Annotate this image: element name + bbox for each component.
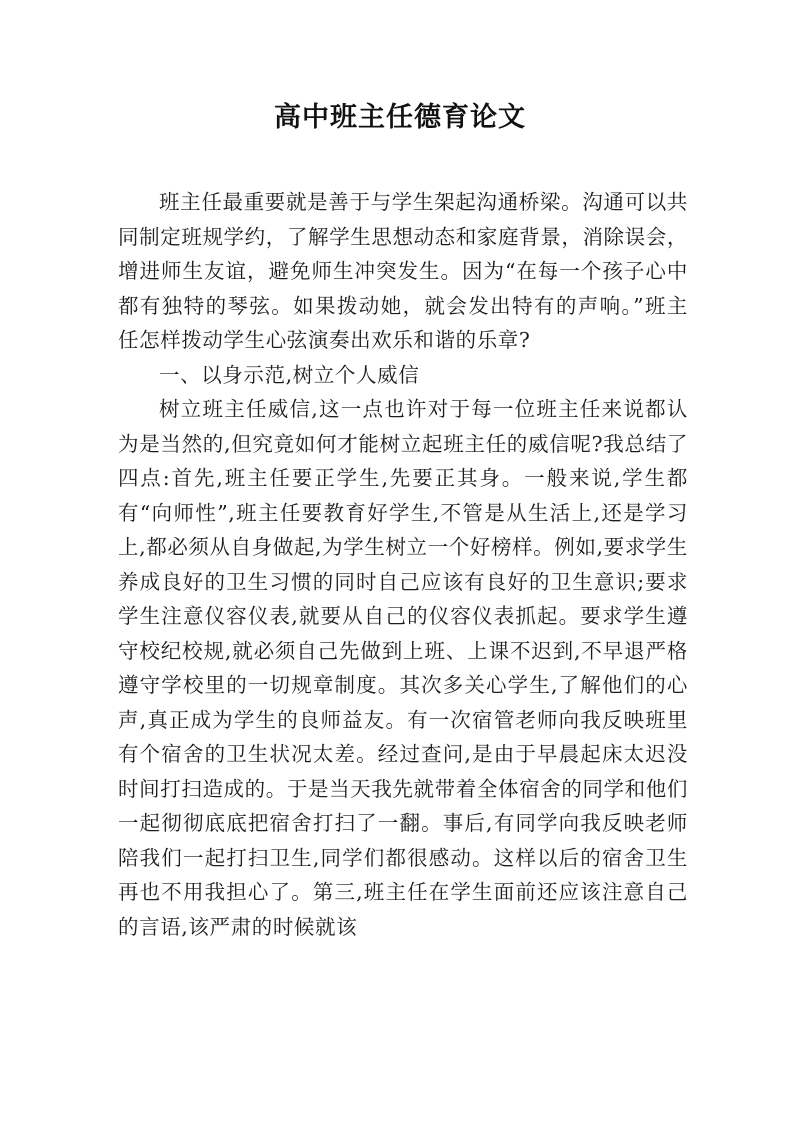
document-body	[118, 185, 688, 944]
body-paragraph: 树立班主任威信,这一点也许对于每一位班主任来说都认为是当然的,但究竟如何才能树立起班主任的威信呢?我总结了四点:首先,班主任要正学生,先要正其身。一般来说,学生都有“向师性”,班主任要教育好学生,不管是从生活上,还是学习上,都必须从自身做起,为学生树立一个好榜样。例如,要求学生养成良好的卫生习惯的同时自己应该有良好的卫生意识;要求学生注意仪容仪表,就要从自己的仪容仪表抓起。要求学生遵守校纪校规,就必须自己先做到上班、上课不迟到,不早退严格遵守学校里的一切规章制度。其次多关心学生,了解他们的心声,真正成为学生的良师益友。有一次宿管老师向我反映班里有个宿舍的卫生状况太差。经过查问,是由于早晨起床太迟没时间打扫造成的。于是当天我先就带着全体宿舍的同学和他们一起彻彻底底把宿舍打扫了一翻。事后,有同学向我反映老师陪我们一起打扫卫生,同学们都很感动。这样以后的宿舍卫生再也不用我担心了。第三,班主任在学生面前还应该注意自己的言语,该严肃的时候就该	[118, 397, 688, 939]
document-title: 高中班主任德育论文	[274, 102, 526, 133]
section-heading: 一、以身示范,树立个人威信	[159, 362, 420, 387]
intro-paragraph: 班主任最重要就是善于与学生架起沟通桥梁。沟通可以共同制定班规学约，了解学生思想动态和家庭背景，消除误会，增进师生友谊，避免师生冲突发生。因为“在每一个孩子心中都有独特的琴弦。如果拨动她，就会发出特有的声响。”班主任怎样拨动学生心弦演奏出欢乐和谐的乐章?	[118, 190, 688, 352]
